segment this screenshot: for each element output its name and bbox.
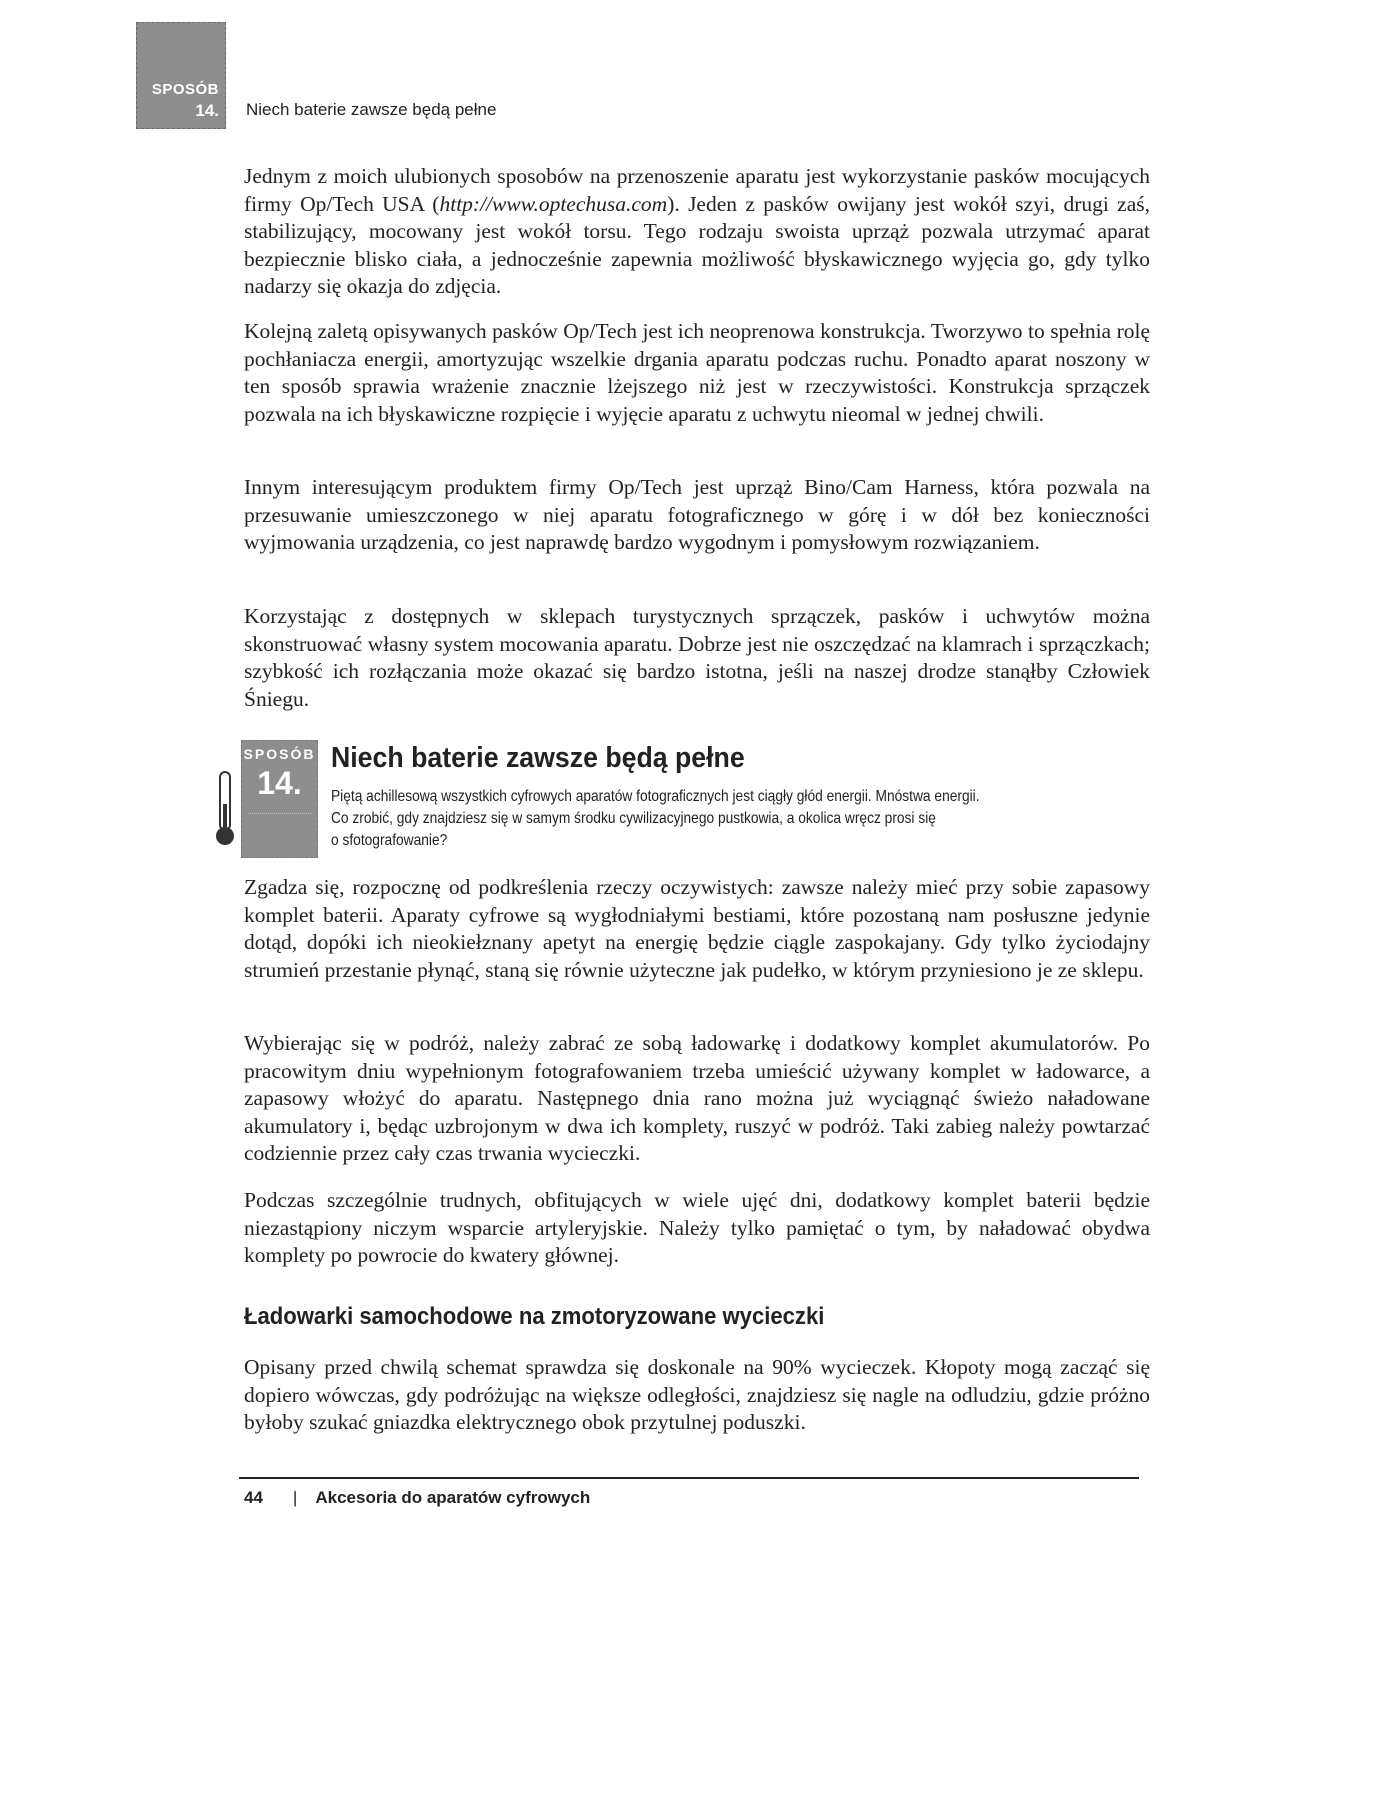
paragraph-section: Opisany przed chwilą schemat sprawdza się doskonale na 90% wycieczek. Kłopoty mogą zacząć się dopiero wówczas, gdy podróżując na większe odległości, znajdziesz się nagle na odludziu, gdzie próżno byłoby szukać gniazdka elektrycznego obok przytulnej poduszki. [244,1355,1150,1434]
running-header-tab-label: SPOSÓB [151,81,219,98]
section-heading: Ładowarki samochodowe na zmotoryzowane wycieczki [244,1303,825,1330]
url-link[interactable]: http://www.optechusa.com [439,191,668,216]
hack-description-line: Piętą achillesową wszystkich cyfrowych aparatów fotograficznych jest ciągły głód energii. Mnóstwa energii. [331,788,980,805]
book-title: Akcesoria do aparatów cyfrowych [315,1488,591,1507]
page-footer [244,1488,590,1508]
hack-description-line: o sfotografowanie? [331,832,448,849]
hack-description [331,786,1071,852]
paragraph-intro-3: Innym interesującym produktem firmy Op/Tech jest uprząż Bino/Cam Harness, która pozwala na przesuwanie umieszczonego w niej aparatu fotograficznego w górę i w dół bez konieczności wyjmowania urządzenia, co jest naprawdę bardzo wygodnym i pomysłowym rozwiązaniem. [244,475,1150,554]
running-header-tab [136,22,226,129]
page-number: 44 [244,1488,263,1507]
paragraph-hack-1: Zgadza się, rozpocznę od podkreślenia rzeczy oczywistych: zawsze należy mieć przy sobie zapasowy komplet baterii. Aparaty cyfrowe są wygłodniałymi bestiami, które pozostaną nam posłuszne jedynie dotąd, dopóki ich nieokiełznany apetyt na energię będzie ciągle zaspokajany. Gdy tylko życiodajny strumień przestanie płynąć, staną się równie użyteczne jak pudełko, w którym przyniesiono je ze sklepu. [244,875,1150,982]
paragraph-intro-1: Jednym z moich ulubionych sposobów na przenoszenie aparatu jest wykorzystanie pasków mocujących firmy Op/Tech USA (http://www.optechusa.com). Jeden z pasków owijany jest wokół szyi, drugi zaś, stabilizujący, mocowany jest wokół torsu. Tego rodzaju swoista uprząż pozwala utrzymać aparat bezpiecznie blisko ciała, a jednocześnie zapewnia możliwość błyskawicznego wyjęcia go, gdy tylko nadarzy się okazja do zdjęcia. [244,164,1150,298]
hack-title: Niech baterie zawsze będą pełne [331,742,745,774]
hack-number: 14. [257,765,302,801]
running-header-title: Niech baterie zawsze będą pełne [246,100,497,119]
paragraph-intro-2: Kolejną zaletą opisywanych pasków Op/Tech jest ich neoprenowa konstrukcja. Tworzywo to spełnia rolę pochłaniacza energii, amortyzując wszelkie drgania aparatu podczas ruchu. Ponadto aparat noszony w ten sposób sprawia wrażenie znacznie lżejszego niż jest w rzeczywistości. Konstrukcja sprzączek pozwala na ich błyskawiczne rozpięcie i wyjęcie aparatu z uchwytu nieomal w jednej chwili. [244,319,1150,426]
paragraph-hack-2: Wybierając się w podróż, należy zabrać ze sobą ładowarkę i dodatkowy komplet akumulatorów. Po pracowitym dniu wypełnionym fotografowaniem trzeba umieścić używany komplet w ładowarce, a zapasowy włożyć do aparatu. Następnego dnia rano można już wyciągnąć świeżo naładowane akumulatory i, będąc uzbrojonym w dwa ich komplety, ruszyć w podróż. Taki zabieg należy powtarzać codziennie przez cały czas trwania wycieczki. [244,1031,1150,1165]
running-header-tab-number: 14. [195,101,219,120]
hack-number-box [241,740,318,858]
hack-description-line: Co zrobić, gdy znajdziesz się w samym środku cywilizacyjnego pustkowia, a okolica wręcz prosi się [331,810,936,827]
paragraph-hack-3: Podczas szczególnie trudnych, obfitujących w wiele ujęć dni, dodatkowy komplet baterii będzie niezastąpiony niczym wsparcie artyleryjskie. Należy tylko pamiętać o tym, by naładować obydwa komplety po powrocie do kwatery głównej. [244,1188,1150,1267]
paragraph-intro-4: Korzystając z dostępnych w sklepach turystycznych sprzączek, pasków i uchwytów można skonstruować własny system mocowania aparatu. Dobrze jest nie oszczędzać na klamrach i sprzączkach; szybkość ich rozłączania może okazać się bardzo istotna, jeśli na naszej drodze stanąłby Człowiek Śniegu. [244,604,1150,711]
footer-rule [239,1477,1139,1479]
hack-box-divider [248,813,311,814]
thermometer-icon [213,770,237,848]
footer-separator: | [292,1488,298,1507]
hack-label: SPOSÓB [243,746,316,762]
